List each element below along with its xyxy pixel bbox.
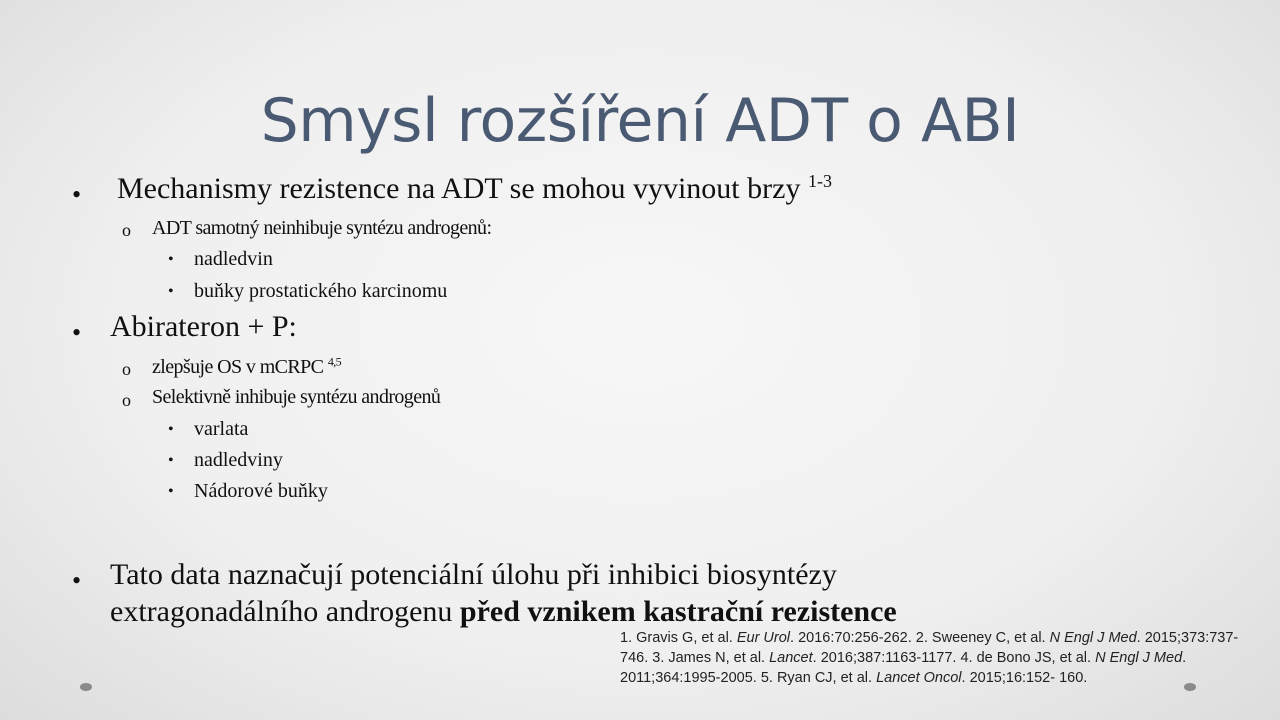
bullet-2-sub-2: Selektivně inhibuje syntézu androgenů <box>152 386 441 408</box>
slide-title: Smysl rozšíření ADT o ABI <box>260 86 1020 156</box>
subsub-marker: • <box>168 251 174 268</box>
bullet-1-subsub-1: nadledvin <box>194 248 273 270</box>
bullet-1-subsub-2: buňky prostatického karcinomu <box>194 280 448 302</box>
bullet-1-citation: 1-3 <box>807 171 832 191</box>
bullet-2-subsub-1: varlata <box>194 418 249 440</box>
bullet-1-text: Mechanismy rezistence na ADT se mohou vyvinout brzy $^{1-3}$ <box>117 171 832 205</box>
bullet-3-line-2: extragonadálního androgenu před vznikem kastrační rezistence <box>110 595 897 628</box>
decorative-dot-right <box>1184 683 1196 691</box>
subsub-marker: • <box>168 283 174 300</box>
subsub-marker: • <box>168 421 174 438</box>
bullet-3-emphasis: před vznikem kastrační rezistence <box>459 595 897 628</box>
sub-marker: o <box>122 220 131 240</box>
subsub-marker: • <box>168 452 174 469</box>
bullet-marker: • <box>72 566 82 595</box>
references: 1. Gravis G, et al. Eur Urol. 2016:70:256-262. 2. Sweeney C, et al. N Engl J Med. 2015;373:737-746. 3. James N, et al. Lancet. 2016;387:1163-1177. 4. de Bono JS, et al. N Engl J Med. 2011;364:1995-2005. 5. Ryan CJ, et al. Lancet Oncol. 2015;16:152- 160. <box>620 630 1239 686</box>
subsub-marker: • <box>168 483 174 500</box>
decorative-dot-left <box>80 683 92 691</box>
bullet-3-line-1: Tato data naznačují potenciální úlohu při inhibici biosyntézy <box>110 558 837 591</box>
bullet-2-sub-1: zlepšuje OS v mCRPC $^{4,5}$ <box>152 354 342 378</box>
bullet-2-text: Abirateron + P: <box>110 310 297 343</box>
sub-marker: o <box>122 390 131 410</box>
bullet-2-subsub-3: Nádorové buňky <box>194 480 328 502</box>
bullet-marker: • <box>72 180 82 209</box>
bullet-1-sub-text: ADT samotný neinhibuje syntézu androgenů: <box>152 217 492 239</box>
bullet-2-citation: 4,5 <box>327 354 342 369</box>
sub-marker: o <box>122 359 131 379</box>
bullet-marker: • <box>72 318 82 347</box>
bullet-2-subsub-2: nadledviny <box>194 449 283 471</box>
